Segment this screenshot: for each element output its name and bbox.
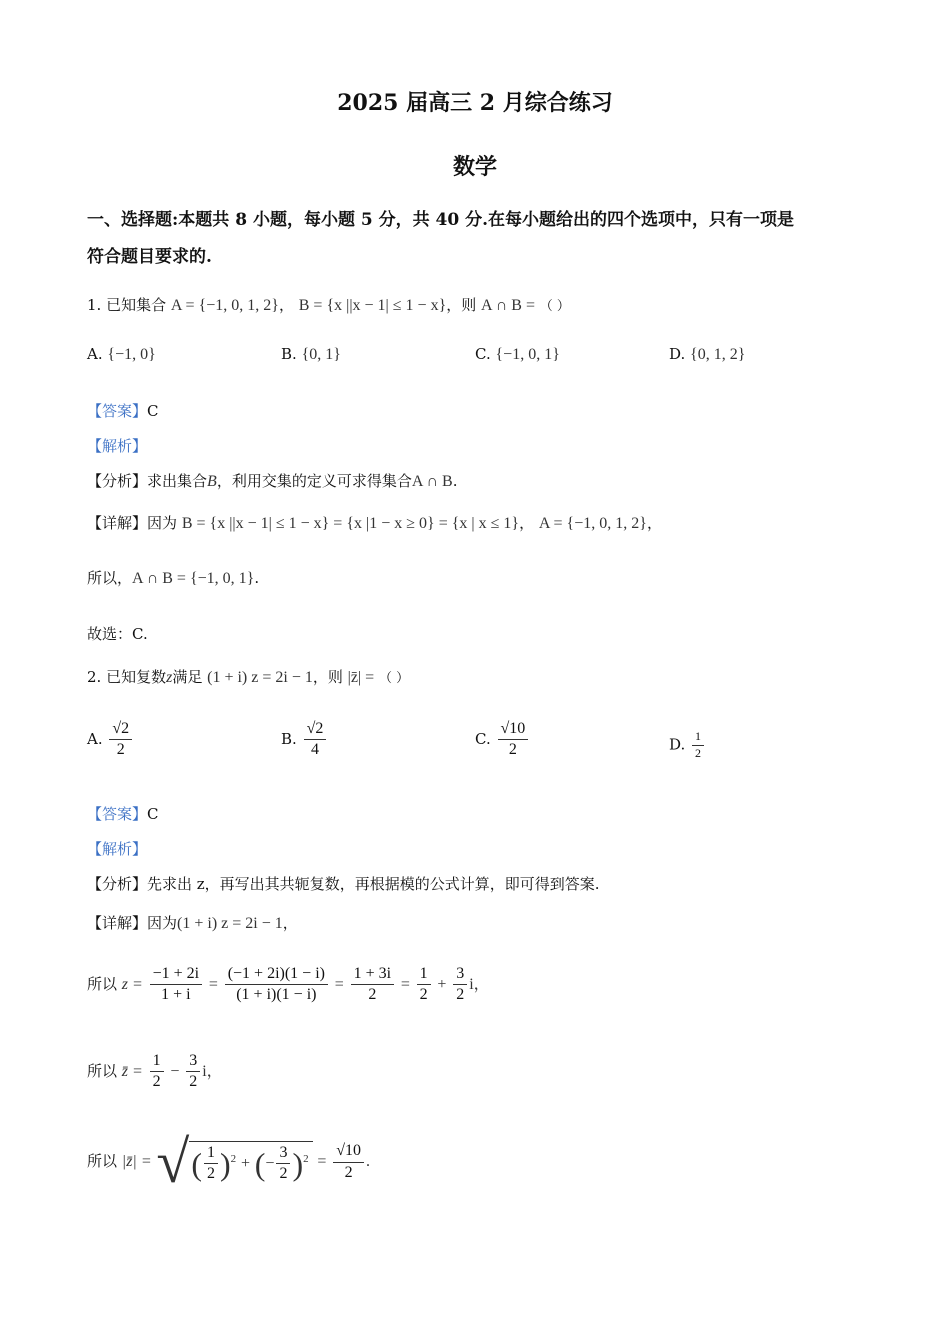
q2-detail-text: 因为 bbox=[147, 914, 178, 932]
q2-g1-num: 1 bbox=[150, 1052, 164, 1072]
q2-f1-num: −1 + 2i bbox=[150, 965, 203, 985]
q2-stem bbox=[87, 666, 409, 687]
q1-so bbox=[87, 567, 259, 588]
q1-option-a bbox=[87, 345, 156, 364]
q1-detail-math: B = {x ||x − 1| ≤ 1 − x} = {x |1 − x ≥ 0} = {x | x ≤ 1} bbox=[181, 515, 520, 532]
q1-comma: ， bbox=[278, 296, 294, 314]
q1-so-end: . bbox=[254, 569, 260, 587]
q1-option-d bbox=[669, 345, 745, 364]
q2-step3-lhs: |z̄| = bbox=[121, 1153, 152, 1170]
q2-then: ，则 bbox=[312, 668, 343, 686]
q1-set-a: A = {−1, 0, 1, 2} bbox=[170, 297, 279, 314]
q2-fenxi-text: 先求出 z，再写出其共轭复数，再根据模的公式计算，即可得到答案. bbox=[147, 875, 600, 893]
q2-paren: （ ） bbox=[378, 671, 410, 686]
q1-option-d-value: {0, 1, 2} bbox=[690, 346, 746, 363]
q2-step1-frac3 bbox=[351, 965, 394, 1005]
q2-answer bbox=[87, 803, 159, 824]
q2-option-c-label: C. bbox=[475, 729, 491, 748]
q2-step2-tail: i， bbox=[202, 1062, 223, 1080]
q1-fenxi-ab: A ∩ B bbox=[411, 473, 453, 490]
q2-ask: |z̄| = bbox=[347, 669, 375, 686]
q1-detail-text: 因为 bbox=[147, 514, 178, 532]
q2-step1-frac1 bbox=[150, 965, 203, 1005]
q1-detail-sep: ， bbox=[519, 514, 535, 532]
q2-option-c bbox=[475, 720, 530, 760]
q2-fenxi bbox=[87, 873, 599, 894]
q2-f2-num: (−1 + 2i)(1 − i) bbox=[225, 965, 328, 985]
q2-g1-den: 2 bbox=[152, 1073, 161, 1091]
q2-option-c-num: √10 bbox=[498, 720, 529, 740]
q1-option-c-label: C. bbox=[475, 345, 491, 363]
q1-option-d-label: D. bbox=[669, 345, 686, 363]
q2-option-b-den: 4 bbox=[310, 741, 319, 759]
page-title: 2025 届高三 2 月综合练习 bbox=[337, 90, 613, 116]
q1-fenxi bbox=[87, 470, 458, 491]
q1-analysis-tag: 【解析】 bbox=[87, 437, 148, 455]
q2-step1-frac2 bbox=[225, 965, 328, 1005]
q2-step1: 所以 z = $\frac{-1 + 2i}{1 + i}$ = $\frac{(-1 + 2i)(1 - i)}{(1 + i)(1 - i)}$ = $\frac{1 + 3i}{2}$ = $\frac{1}{2}$ + $\frac{3}{2}$ i， bbox=[87, 965, 490, 1004]
q1-then: ，则 bbox=[446, 296, 477, 314]
q2-analysis-tag: 【解析】 bbox=[87, 840, 148, 858]
q2-g2-den: 2 bbox=[189, 1073, 198, 1091]
q2-f4-den: 2 bbox=[419, 986, 428, 1004]
q2-f5-den: 2 bbox=[456, 986, 465, 1004]
q1-option-c bbox=[475, 345, 560, 364]
q2-cond: (1 + i) z = 2i − 1 bbox=[207, 669, 313, 686]
q1-option-a-label: A. bbox=[87, 345, 103, 363]
q2-step3-radicand: ( $\frac{1}{2}$ )$^2$ + (− $\frac{3}{2}$ )$^2$ bbox=[189, 1141, 312, 1184]
q2-option-b-num: √2 bbox=[304, 720, 327, 740]
q2-option-d-label: D. bbox=[669, 735, 686, 754]
q2-f3-num: 1 + 3i bbox=[351, 965, 394, 985]
q1-stem bbox=[87, 294, 570, 315]
q2-option-b bbox=[281, 720, 328, 760]
q2-option-d-frac bbox=[692, 730, 704, 761]
q2-step1-frac5 bbox=[453, 965, 467, 1005]
q2-step2-lhs: z̄ = bbox=[121, 1062, 143, 1080]
q1-detail-math2: A = {−1, 0, 1, 2} bbox=[538, 515, 647, 532]
q2-step1-lhs: z = bbox=[121, 975, 143, 993]
q1-option-a-value: {−1, 0} bbox=[107, 346, 156, 363]
q2-option-c-frac bbox=[498, 720, 529, 760]
q2-f1-den: 1 + i bbox=[161, 986, 191, 1004]
q1-fenxi-text2: ，利用交集的定义可求得集合 bbox=[216, 472, 412, 490]
q1-analysis bbox=[87, 435, 147, 456]
q2-z: z bbox=[166, 669, 173, 686]
q2-satisfy: 满足 bbox=[172, 668, 203, 686]
q2-option-a-label: A. bbox=[87, 729, 103, 748]
q2-answer-tag: 【答案】 bbox=[87, 805, 148, 823]
section-heading-line1: 一、选择题:本题共 8 小题，每小题 5 分，共 40 分.在每小题给出的四个选项中，只有一项是 bbox=[87, 210, 795, 230]
q2-step2-text: 所以 bbox=[87, 1061, 118, 1080]
q2-detail-tag: 【详解】 bbox=[87, 914, 148, 932]
q2-h1-den: 2 bbox=[207, 1165, 215, 1182]
q2-detail-math: (1 + i) z = 2i − 1 bbox=[177, 915, 283, 932]
q2-option-b-frac bbox=[304, 720, 327, 760]
q1-fenxi-b: B bbox=[207, 473, 217, 490]
q2-h3-num: √10 bbox=[333, 1142, 364, 1162]
q1-fenxi-text1: 求出集合 bbox=[147, 472, 208, 490]
q2-step3: 所以 |z̄| = √( $\frac{1}{2}$ )$^2$ + (− $\frac{3}{2}$ )$^2$ = $\frac{√10}{2}$ . bbox=[87, 1129, 370, 1195]
q2-step1-tail: i， bbox=[469, 975, 490, 993]
q1-option-b-value: {0, 1} bbox=[301, 346, 341, 363]
q2-f5-num: 3 bbox=[453, 965, 467, 985]
q1-answer-tag: 【答案】 bbox=[87, 402, 148, 420]
q1-option-c-value: {−1, 0, 1} bbox=[495, 346, 560, 363]
q2-option-c-den: 2 bbox=[508, 741, 517, 759]
q1-option-b bbox=[281, 345, 341, 364]
q1-answer-value: C bbox=[147, 402, 159, 420]
q2-option-d bbox=[669, 730, 706, 761]
q2-step3-frac3 bbox=[333, 1142, 364, 1182]
q2-f2-den: (1 + i)(1 − i) bbox=[236, 986, 317, 1004]
q2-step3-text: 所以 bbox=[87, 1152, 118, 1170]
q2-step3-frac2 bbox=[276, 1144, 290, 1184]
q1-fenxi-end: . bbox=[452, 472, 458, 490]
q1-ask: A ∩ B = bbox=[481, 297, 535, 314]
q1-detail bbox=[87, 512, 662, 533]
q1-detail-tag: 【详解】 bbox=[87, 514, 148, 532]
q2-option-a-frac bbox=[109, 720, 132, 760]
q1-fenxi-tag: 【分析】 bbox=[87, 472, 148, 490]
q2-answer-value: C bbox=[147, 805, 159, 823]
q2-step3-end: . bbox=[365, 1153, 370, 1170]
q2-h2-den: 2 bbox=[279, 1165, 288, 1182]
q2-step3-frac1 bbox=[204, 1144, 218, 1184]
q2-step2-frac2 bbox=[186, 1052, 200, 1092]
q2-f4-num: 1 bbox=[417, 965, 431, 985]
q1-option-b-label: B. bbox=[281, 345, 297, 363]
q2-fenxi-tag: 【分析】 bbox=[87, 875, 148, 893]
q2-step2-frac1 bbox=[150, 1052, 164, 1092]
q1-paren: （ ） bbox=[539, 299, 570, 314]
q2-option-d-num: 1 bbox=[692, 730, 704, 746]
q2-h2-num: 3 bbox=[276, 1144, 290, 1164]
q1-set-b: B = {x ||x − 1| ≤ 1 − x} bbox=[298, 297, 447, 314]
q2-option-a bbox=[87, 720, 134, 760]
q2-detail-end: ， bbox=[282, 914, 298, 932]
q2-option-a-den: 2 bbox=[116, 741, 125, 759]
q2-step2: 所以 z̄ = $\frac{1}{2}$ − $\frac{3}{2}$ i， bbox=[87, 1052, 223, 1091]
q2-step1-text: 所以 bbox=[87, 974, 118, 993]
subject-title: 数学 bbox=[452, 154, 497, 180]
q2-detail bbox=[87, 912, 298, 933]
q1-answer bbox=[87, 400, 159, 421]
q2-g2-num: 3 bbox=[186, 1052, 200, 1072]
q2-option-d-den: 2 bbox=[695, 745, 702, 760]
section-heading-line2: 符合题目要求的. bbox=[87, 247, 212, 267]
q2-option-a-num: √2 bbox=[109, 720, 132, 740]
q2-option-b-label: B. bbox=[281, 729, 297, 748]
q2-prefix: 2. 已知复数 bbox=[87, 668, 167, 686]
q1-so-math: A ∩ B = {−1, 0, 1} bbox=[132, 570, 255, 587]
q1-choose: 故选：C. bbox=[87, 625, 148, 643]
q1-detail-end: ， bbox=[646, 514, 662, 532]
q2-h3-den: 2 bbox=[344, 1163, 353, 1181]
q2-analysis bbox=[87, 838, 147, 859]
q2-step1-frac4 bbox=[417, 965, 431, 1005]
q2-h1-num: 1 bbox=[204, 1144, 218, 1164]
q2-f3-den: 2 bbox=[368, 986, 377, 1004]
q1-so-text: 所以， bbox=[87, 569, 133, 587]
q1-prefix: 1. 已知集合 bbox=[87, 296, 167, 314]
